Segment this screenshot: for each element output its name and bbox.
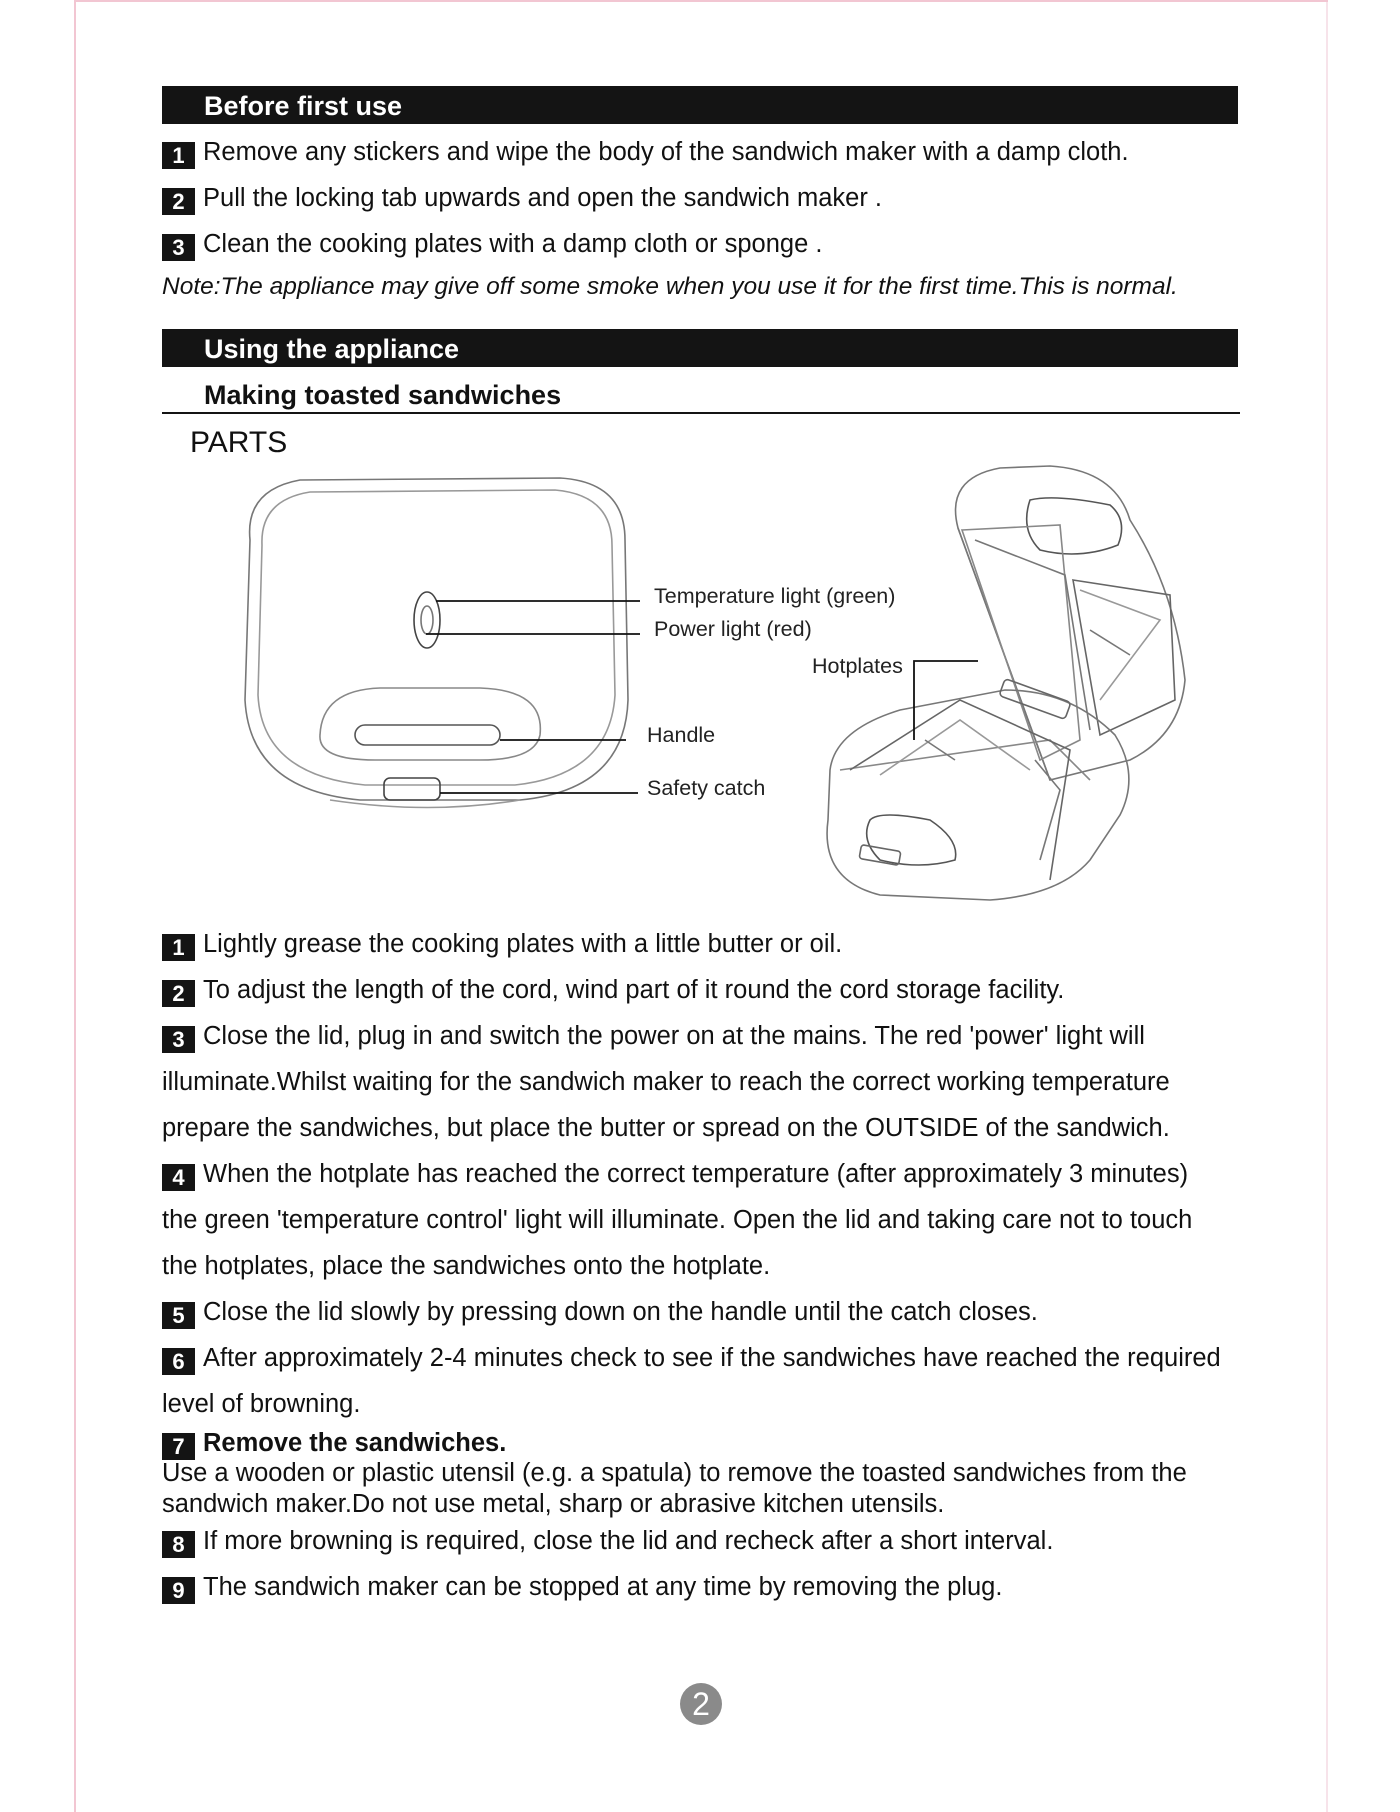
step-3 <box>162 1021 1145 1053</box>
closed-sandwich-maker-illustration <box>245 478 628 808</box>
step-2 <box>162 975 1064 1007</box>
step-number: 3 <box>162 234 195 261</box>
step-number: 1 <box>162 934 195 961</box>
section-title: Using the appliance <box>204 334 460 364</box>
label-power-light: Power light (red) <box>654 617 812 641</box>
step-3-line-3: prepare the sandwiches, but place the butter or spread on the OUTSIDE of the sandwich. <box>162 1114 1170 1142</box>
step-text: When the hotplate has reached the correct temperature (after approximately 3 minutes) <box>203 1160 1189 1188</box>
step-number: 2 <box>162 188 195 215</box>
step-text: To adjust the length of the cord, wind part of it round the cord storage facility. <box>203 976 1065 1004</box>
step-text: Remove any stickers and wipe the body of the sandwich maker with a damp cloth. <box>203 138 1129 166</box>
step-4 <box>162 1159 1188 1191</box>
step-text: Clean the cooking plates with a damp cloth or sponge . <box>203 230 823 258</box>
label-handle: Handle <box>647 723 716 747</box>
label-hotplates: Hotplates <box>812 654 903 678</box>
step-number: 6 <box>162 1348 195 1375</box>
step-text: Close the lid, plug in and switch the power on at the mains. The red 'power' light will <box>203 1022 1145 1050</box>
step-7-line-1: Use a wooden or plastic utensil (e.g. a spatula) to remove the toasted sandwiches from the <box>162 1459 1187 1487</box>
step-9 <box>162 1572 1002 1604</box>
label-temperature-light: Temperature light (green) <box>654 584 896 608</box>
step-title: Remove the sandwiches. <box>203 1429 507 1457</box>
step-text: After approximately 2-4 minutes check to see if the sandwiches have reached the required <box>203 1344 1221 1372</box>
open-sandwich-maker-illustration <box>827 466 1185 900</box>
step-text: Pull the locking tab upwards and open the sandwich maker . <box>203 184 882 212</box>
step-4-line-2: the green 'temperature control' light will illuminate. Open the lid and taking care not to touch <box>162 1206 1193 1234</box>
subheading: Making toasted sandwiches <box>204 380 562 410</box>
step-text: Lightly grease the cooking plates with a little butter or oil. <box>203 930 843 958</box>
page-number: 2 <box>680 1683 722 1725</box>
step-6 <box>162 1343 1221 1375</box>
step-number: 1 <box>162 142 195 169</box>
step-text: If more browning is required, close the lid and recheck after a short interval. <box>203 1527 1054 1555</box>
step-7 <box>162 1428 506 1460</box>
parts-title: PARTS <box>190 426 288 459</box>
step-text: Close the lid slowly by pressing down on the handle until the catch closes. <box>203 1298 1038 1326</box>
step-8 <box>162 1526 1053 1558</box>
step-number: 9 <box>162 1577 195 1604</box>
section-title: Before first use <box>204 91 403 121</box>
step-number: 4 <box>162 1164 195 1191</box>
step-7-line-2: sandwich maker.Do not use metal, sharp or abrasive kitchen utensils. <box>162 1490 945 1518</box>
step-4-line-3: the hotplates, place the sandwiches onto the hotplate. <box>162 1252 771 1280</box>
step-1 <box>162 929 842 961</box>
label-safety-catch: Safety catch <box>647 776 766 800</box>
step-3-line-2: illuminate.Whilst waiting for the sandwich maker to reach the correct working temperature <box>162 1068 1170 1096</box>
step-number: 3 <box>162 1026 195 1053</box>
step-number: 2 <box>162 980 195 1007</box>
step-text: The sandwich maker can be stopped at any time by removing the plug. <box>203 1573 1003 1601</box>
step-number: 5 <box>162 1302 195 1329</box>
step-number: 7 <box>162 1433 195 1460</box>
step-number: 8 <box>162 1531 195 1558</box>
note: Note:The appliance may give off some smoke when you use it for the first time.This is normal. <box>162 273 1178 300</box>
step-6-line-2: level of browning. <box>162 1390 361 1418</box>
step-5 <box>162 1297 1038 1329</box>
